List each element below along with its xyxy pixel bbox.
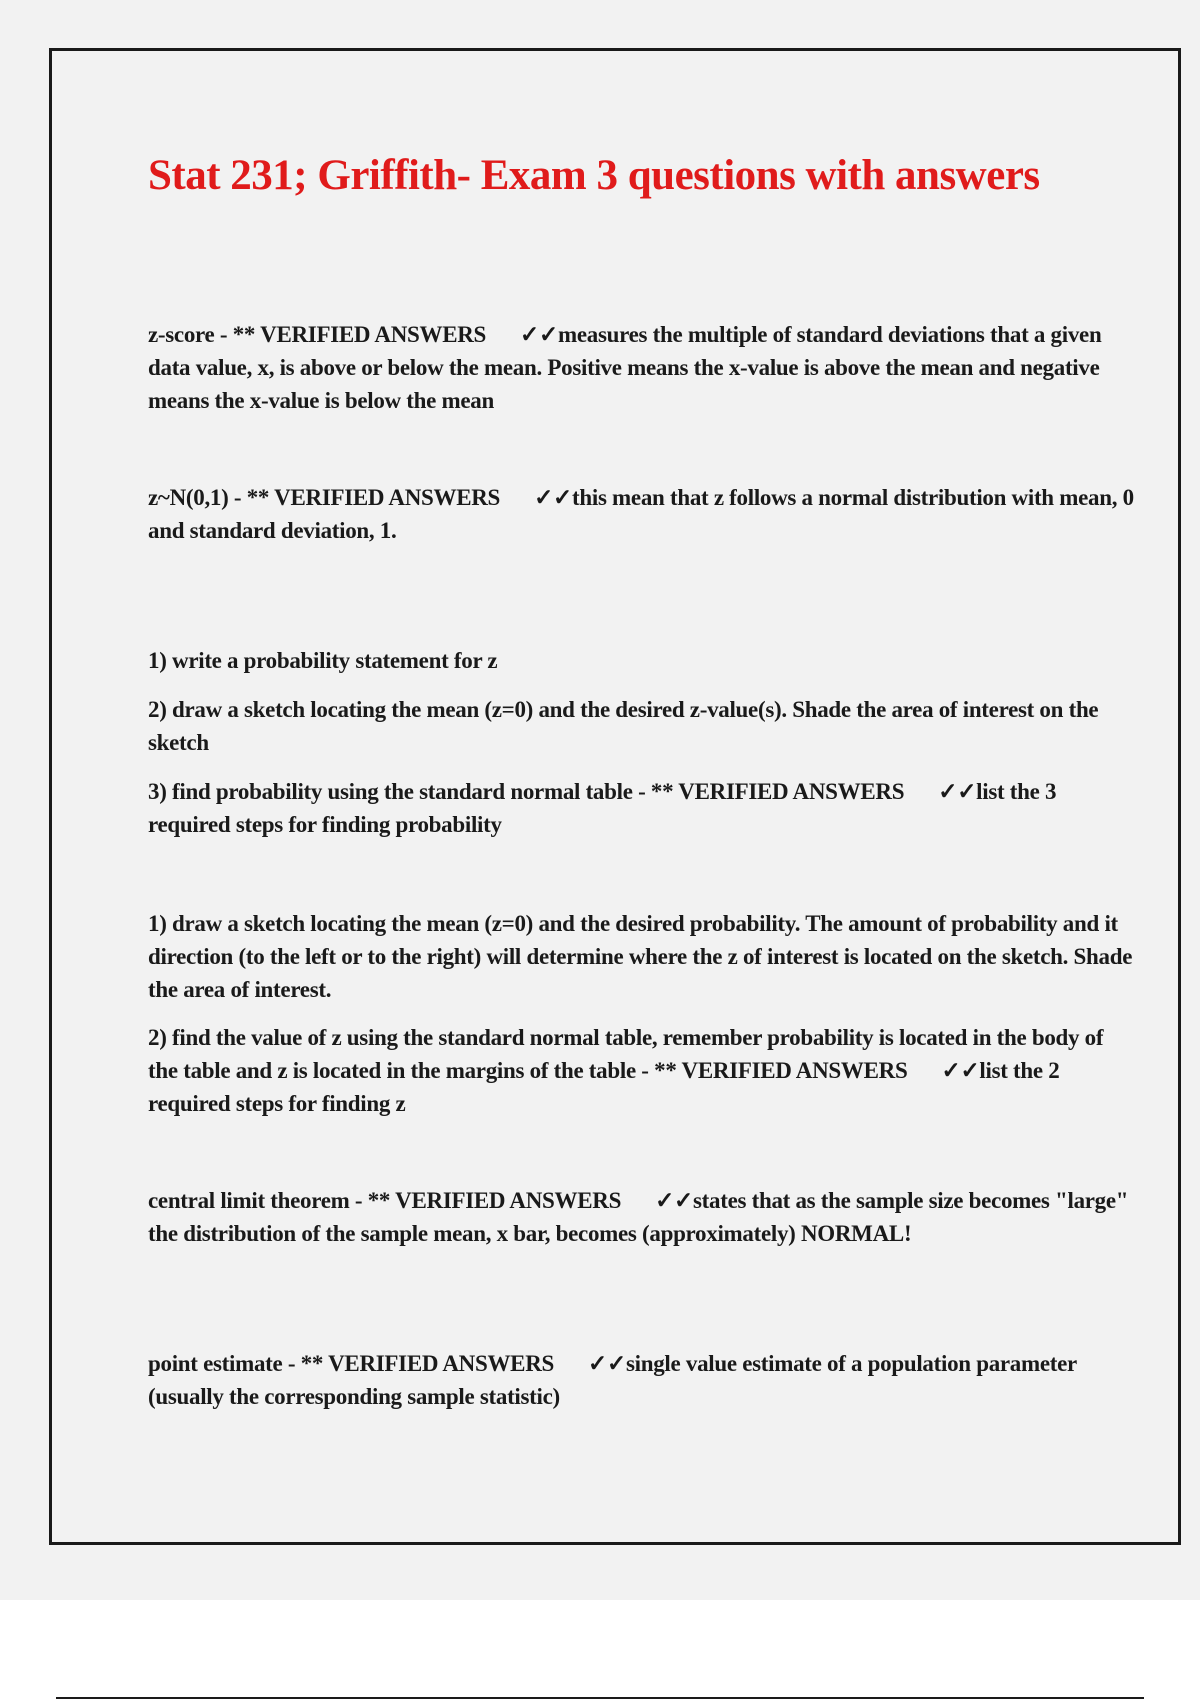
entry-answer: list the 2 required steps for finding z xyxy=(148,1058,1060,1116)
entry-answer: list the 3 required steps for finding probability xyxy=(148,779,1057,837)
step-line: 3) find probability using the standard normal table - xyxy=(148,779,651,804)
entry-term: z~N(0,1) - xyxy=(148,485,247,510)
verified-label: ** VERIFIED ANSWERS xyxy=(654,1058,908,1083)
check-marks-icon: ✓✓ xyxy=(588,1351,626,1376)
qa-entry-point-estimate xyxy=(148,1347,1138,1413)
qa-entry-probability-steps xyxy=(148,775,1138,841)
verified-label: ** VERIFIED ANSWERS xyxy=(300,1351,555,1376)
entry-term: point estimate - xyxy=(148,1351,301,1376)
document-page xyxy=(49,48,1181,1545)
verified-label: ** VERIFIED ANSWERS xyxy=(232,322,487,347)
verified-label: ** VERIFIED ANSWERS xyxy=(650,779,905,804)
step-line: 2) find the value of z using the standard normal table, remember probability is located in the body of the table and z is located in the margins of the table - xyxy=(148,1025,1104,1083)
entry-answer: states that as the sample size becomes "large" the distribution of the sample mean, x bar, becomes (approximately) NORMAL! xyxy=(148,1188,1129,1246)
check-marks-icon: ✓✓ xyxy=(655,1188,694,1213)
qa-entry-z-score xyxy=(148,318,1138,417)
next-page-area xyxy=(0,1600,1200,1700)
document-title: Stat 231; Griffith- Exam 3 questions with answers xyxy=(148,152,1040,199)
entry-answer: measures the multiple of standard deviations that a given data value, x, is above or below the mean. Positive means the x-value is above the mean and negative means the x-value is below the mean xyxy=(148,322,1102,413)
check-marks-icon: ✓✓ xyxy=(941,1058,980,1083)
qa-entry-central-limit-theorem xyxy=(148,1184,1138,1250)
qa-entry-find-z-steps xyxy=(148,1021,1138,1120)
qa-entry-z-normal xyxy=(148,481,1138,547)
step-line: 1) write a probability statement for z xyxy=(148,648,498,673)
check-marks-icon: ✓✓ xyxy=(534,485,573,510)
check-marks-icon: ✓✓ xyxy=(520,322,558,347)
check-marks-icon: ✓✓ xyxy=(938,779,977,804)
verified-label: ** VERIFIED ANSWERS xyxy=(246,485,501,510)
step-line: 1) draw a sketch locating the mean (z=0) and the desired probability. The amount of probability and it direction (to the left or to the right) will determine where the z of interest is located on the sketch. Shade the area of interest. xyxy=(148,911,1133,1002)
entry-answer: this mean that z follows a normal distribution with mean, 0 and standard deviation, 1. xyxy=(148,485,1134,543)
entry-term: central limit theorem - xyxy=(148,1188,368,1213)
entry-term: z-score - xyxy=(148,322,233,347)
step-line: 2) draw a sketch locating the mean (z=0) and the desired z-value(s). Shade the area of interest on the sketch xyxy=(148,697,1099,755)
verified-label: ** VERIFIED ANSWERS xyxy=(367,1188,622,1213)
entry-answer: single value estimate of a population parameter (usually the corresponding sample statistic) xyxy=(148,1351,1077,1409)
divider-line xyxy=(56,1697,1144,1699)
